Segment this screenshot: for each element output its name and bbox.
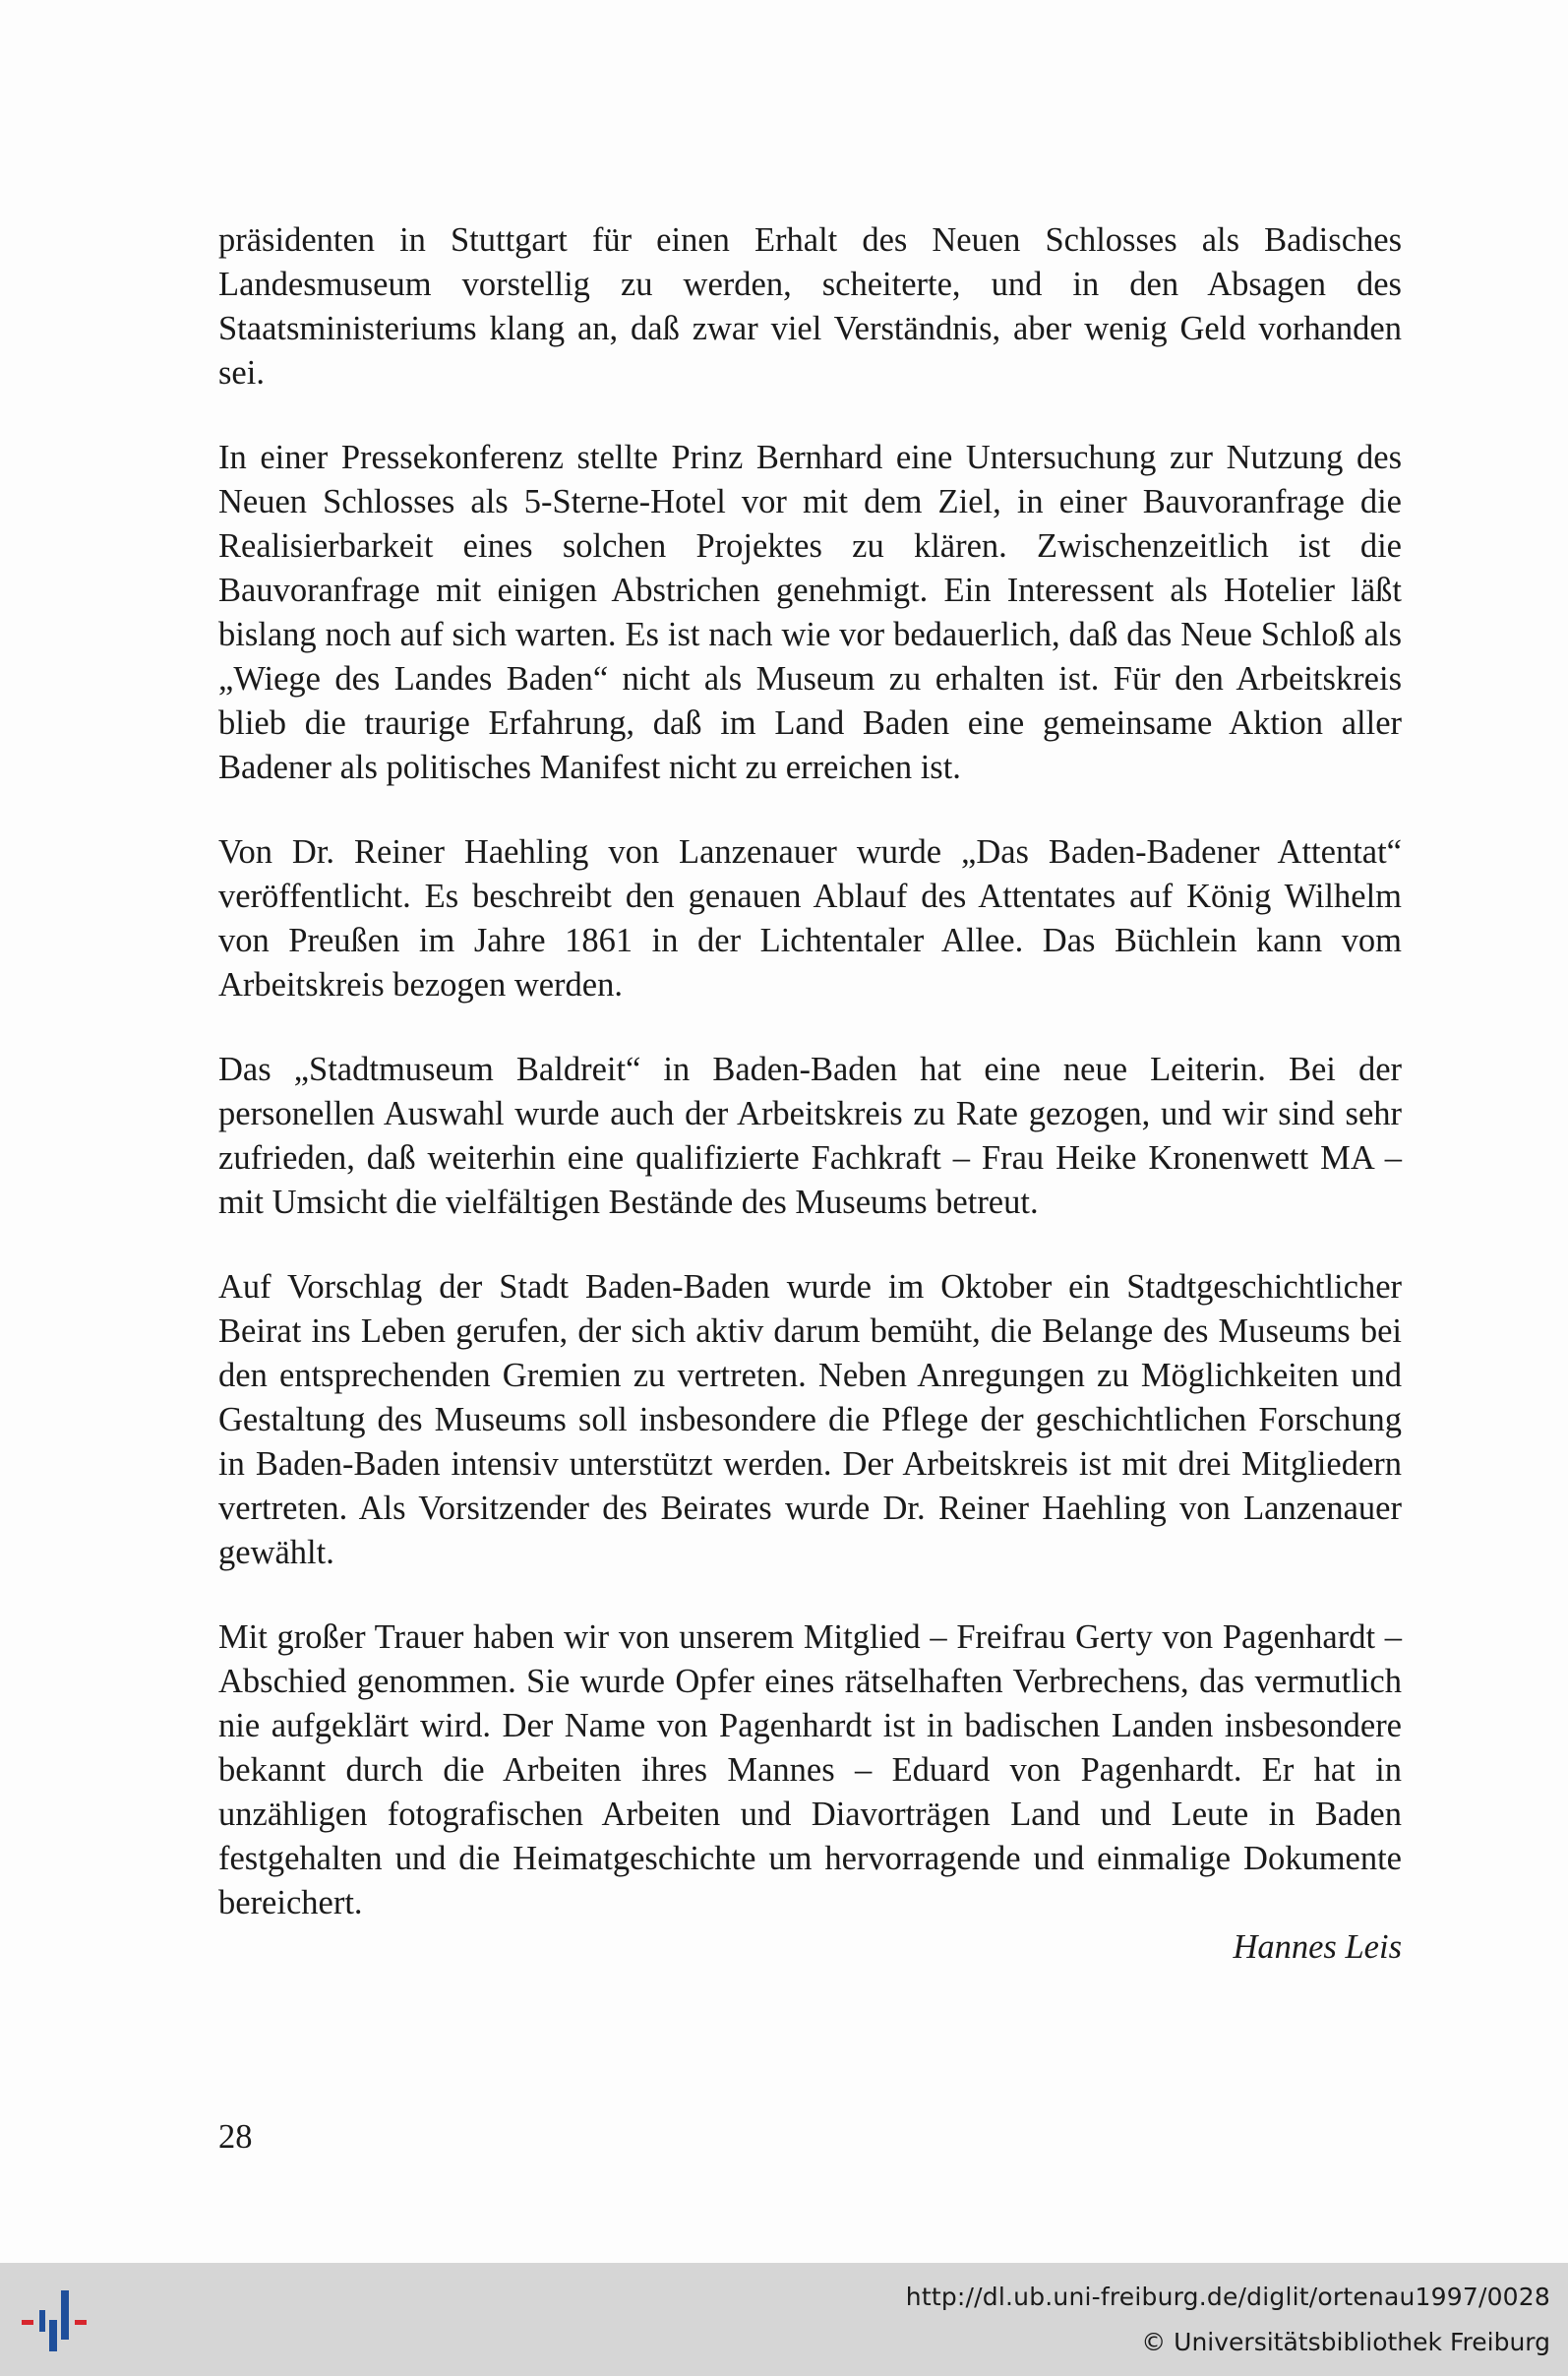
ub-freiburg-logo-icon (20, 2290, 100, 2351)
paragraph-4: Das „Stadtmuseum Baldreit“ in Baden-Baden hat eine neue Leiterin. Bei der personellen Auswahl wurde auch der Arbeitskreis zu Rate gezogen, und wir sind sehr zufrieden, daß weiterhin eine qualifizierte Fachkraft – Frau Heike Kronenwett MA – mit Umsicht die vielfältigen Bestände des Museums betreut. (218, 1051, 1402, 1221)
paragraph-3: Von Dr. Reiner Haehling von Lanzenauer wurde „Das Baden-Badener Attentat“ veröffentlicht. Es beschreibt den genauen Ablauf des Attentates auf König Wilhelm von Preußen im Jahre 1861 in der Lichtentaler Allee. Das Büchlein kann vom Arbeitskreis bezogen werden. (218, 833, 1402, 1004)
paragraph-6: Mit großer Trauer haben wir von unserem Mitglied – Freifrau Gerty von Pagenhardt – Abschied genommen. Sie wurde Opfer eines rätselhaften Verbrechens, das vermutlich nie aufgeklärt wird. Der Name von Pagenhardt ist in badischen Landen insbesondere bekannt durch die Arbeiten ihres Mannes – Eduard von Pagenhardt. Er hat in unzähligen fotografischen Arbeiten und Diavorträgen Land und Leute in Baden festgehalten und die Heimatgeschichte um hervorragende und einmalige Dokumente bereichert. (218, 1618, 1402, 1921)
paragraph-5: Auf Vorschlag der Stadt Baden-Baden wurde im Oktober ein Stadtgeschichtlicher Beirat ins Leben gerufen, der sich aktiv darum bemüht, die Belange des Museums bei den entsprechenden Gremien zu vertreten. Neben Anregungen zu Möglichkeiten und Gestaltung des Museums soll insbesondere die Pflege der geschichtlichen Forschung in Baden-Baden intensiv unterstützt werden. Der Arbeitskreis ist mit drei Mitgliedern vertreten. Als Vorsitzender des Beirates wurde Dr. Reiner Haehling von Lanzenauer gewählt. (218, 1268, 1402, 1571)
paragraph-2: In einer Pressekonferenz stellte Prinz Bernhard eine Untersuchung zur Nutzung des Neuen Schlosses als 5-Sterne-Hotel vor mit dem Ziel, in einer Bauvoranfrage die Realisierbarkeit eines solchen Projektes zu klären. Zwischenzeitlich ist die Bauvoranfrage mit einigen Abstrichen genehmigt. Ein Interessent als Hotelier läßt bislang noch auf sich warten. Es ist nach wie vor bedauerlich, daß das Neue Schloß als „Wiege des Landes Baden“ nicht als Museum zu erhalten ist. Für den Arbeitskreis blieb die traurige Erfahrung, daß im Land Baden eine gemeinsame Aktion aller Badener als politisches Manifest nicht zu erreichen ist. (218, 439, 1402, 786)
copyright-notice: © Universitätsbibliothek Freiburg (1141, 2328, 1550, 2356)
body-text (218, 218, 1402, 1970)
page-number: 28 (218, 2118, 253, 2156)
author-signature: Hannes Leis (1233, 1928, 1402, 1966)
source-url-link[interactable]: http://dl.ub.uni-freiburg.de/diglit/ortenau1997/0028 (905, 2283, 1550, 2311)
footer-bar (0, 2263, 1568, 2376)
paragraph-1: präsidenten in Stuttgart für einen Erhalt des Neuen Schlosses als Badisches Landesmuseum vorstellig zu werden, scheiterte, und in den Absagen des Staatsministeriums klang an, daß zwar viel Verständnis, aber wenig Geld vorhanden sei. (218, 221, 1402, 392)
